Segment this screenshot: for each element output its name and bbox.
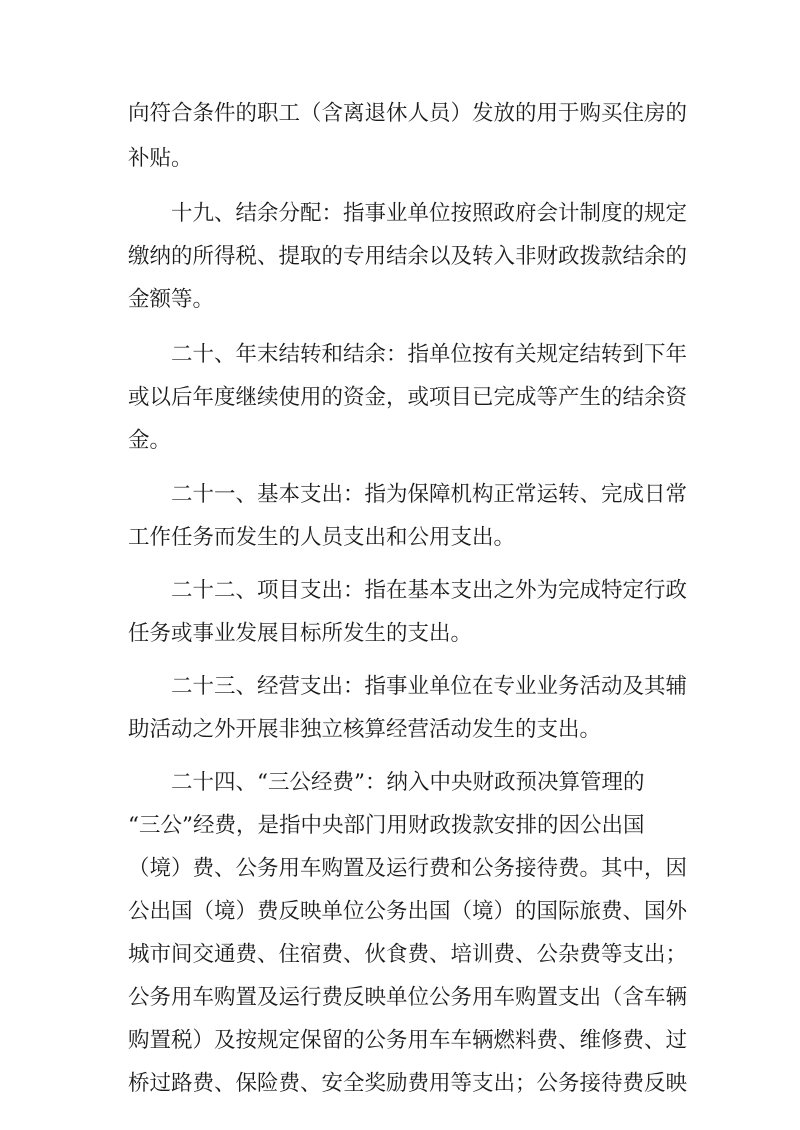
- text-line: 任务或事业发展目标所发生的支出。: [128, 621, 473, 646]
- text-line: 公出国（境）费反映单位公务出国（境）的国际旅费、国外: [128, 899, 688, 924]
- text-line: 二十二、项目支出：指在基本支出之外为完成特定行政: [128, 578, 688, 603]
- text-line: “三公”经费，是指中央部门用财政拨款安排的因公出国: [128, 813, 645, 838]
- text-line: （境）费、公务用车购置及运行费和公务接待费。其中，因: [128, 856, 688, 881]
- text-line: 城市间交通费、住宿费、伙食费、培训费、公杂费等支出；: [128, 942, 688, 967]
- text-line: 十九、结余分配：指事业单位按照政府会计制度的规定: [128, 201, 688, 226]
- text-line: 二十、年末结转和结余：指单位按有关规定结转到下年: [128, 342, 688, 367]
- text-line: 桥过路费、保险费、安全奖励费用等支出；公务接待费反映: [128, 1071, 688, 1096]
- text-line: 工作任务而发生的人员支出和公用支出。: [128, 525, 516, 550]
- text-line: 二十一、基本支出：指为保障机构正常运转、完成日常: [128, 482, 688, 507]
- text-line: 二十四、“三公经费”：纳入中央财政预决算管理的: [128, 770, 645, 795]
- text-line: 缴纳的所得税、提取的专用结余以及转入非财政拨款结余的: [128, 244, 688, 269]
- text-line: 购置税）及按规定保留的公务用车车辆燃料费、维修费、过: [128, 1028, 688, 1053]
- text-line: 金。: [128, 428, 172, 453]
- text-line: 二十三、经营支出：指事业单位在专业业务活动及其辅: [128, 674, 688, 699]
- text-line: 补贴。: [128, 146, 193, 171]
- text-line: 向符合条件的职工（含离退休人员）发放的用于购买住房的: [128, 101, 688, 126]
- text-line: 公务用车购置及运行费反映单位公务用车购置支出（含车辆: [128, 985, 688, 1010]
- text-line: 或以后年度继续使用的资金，或项目已完成等产生的结余资: [128, 385, 688, 410]
- text-line: 助活动之外开展非独立核算经营活动发生的支出。: [128, 717, 602, 742]
- text-line: 金额等。: [128, 287, 215, 312]
